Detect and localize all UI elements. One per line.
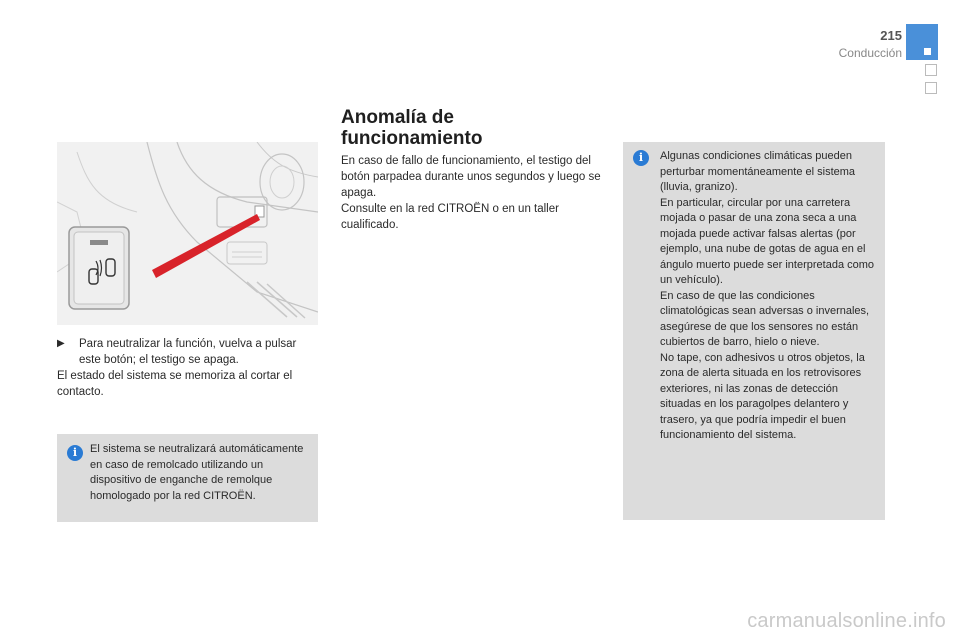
note-paragraph: Algunas condiciones climáticas pueden perturbar momentáneamente el sistema (lluvia, granizo). <box>660 150 856 193</box>
section-title: Conducción <box>838 46 902 60</box>
heading-line: Anomalía de <box>341 107 454 128</box>
dashboard-illustration <box>57 142 318 325</box>
info-icon: i <box>633 150 649 166</box>
bullet-item <box>57 336 319 368</box>
memory-paragraph: El estado del sistema se memoriza al cortar el contacto. <box>57 370 293 398</box>
malfunction-paragraph: Consulte en la red CITROËN o en un taller cualificado. <box>341 203 559 231</box>
note-paragraph: En caso de que las condiciones climatológicas sean adversas o invernales, asegúrese de que los sensores no están cubiertos de barro, hielo o nieve. <box>660 289 870 348</box>
towing-note-text: El sistema se neutralizará automáticamente en caso de remolcado utilizando un dispositivo de enganche de remolque homologado por la red CITROËN. <box>90 443 304 502</box>
weather-note <box>623 142 885 520</box>
page-number: 215 <box>880 28 902 43</box>
instruction-block <box>57 336 319 400</box>
info-icon: i <box>67 445 83 461</box>
note-paragraph: En particular, circular por una carretera mojada o pasar de una zona seca a una mojada puede activar falsas alertas (por ejemplo, una nube de gotas de agua en el ángulo muerto puede ser interpretada como un vehículo). <box>660 196 875 286</box>
watermark: carmanualsonline.info <box>747 610 946 632</box>
bullet-icon: ▶ <box>57 338 65 349</box>
note-paragraph: No tape, con adhesivos u otros objetos, la zona de alerta situada en los retrovisores exteriores, ni las zonas de detección situadas en los paragolpes delantero y trasero, ya que podría impedir el buen funcionamiento del sistema. <box>660 351 865 441</box>
section-tab-empty <box>925 82 937 94</box>
bullet-text: Para neutralizar la función, vuelva a pulsar este botón; el testigo se apaga. <box>79 338 297 366</box>
section-tab-marker <box>924 48 931 55</box>
weather-note-text <box>660 149 880 444</box>
section-heading <box>341 107 611 149</box>
heading-line: funcionamiento <box>341 128 483 149</box>
towing-note <box>57 434 318 522</box>
section-tab-empty <box>925 64 937 76</box>
section-tab <box>906 24 938 60</box>
malfunction-paragraph: En caso de fallo de funcionamiento, el testigo del botón parpadea durante unos segundos y luego se apaga. <box>341 155 601 199</box>
malfunction-text <box>341 153 603 233</box>
